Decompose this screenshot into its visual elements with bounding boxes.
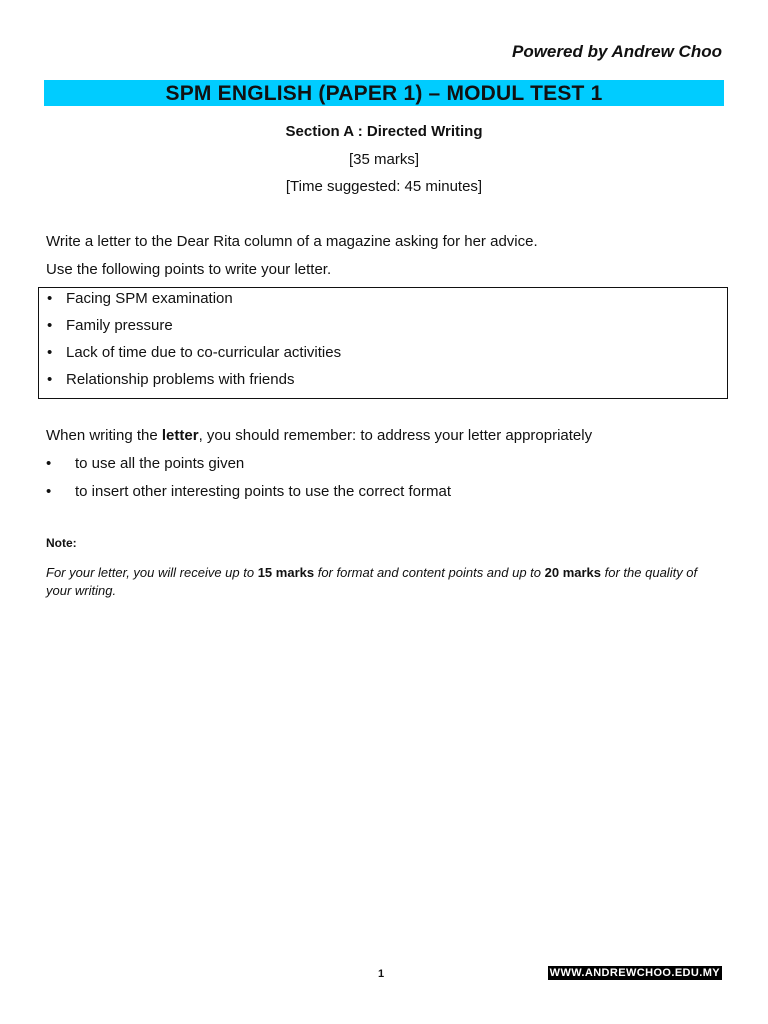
bullet-icon: • — [47, 317, 53, 334]
point-item — [47, 289, 233, 309]
bullet-icon: • — [46, 455, 52, 472]
point-text: Family pressure — [66, 317, 173, 334]
task-instruction: Write a letter to the Dear Rita column of a magazine asking for her advice. — [46, 233, 538, 250]
point-item — [47, 316, 173, 336]
page-number: 1 — [378, 968, 385, 980]
title-banner — [44, 80, 724, 106]
website-link[interactable]: WWW.ANDREWCHOO.EDU.MY — [549, 967, 720, 979]
bullet-icon: • — [47, 371, 53, 388]
bullet-icon: • — [46, 483, 52, 500]
remember-prefix: When writing the — [46, 427, 162, 444]
note-marks-1: 15 marks — [257, 565, 315, 580]
note-part-3: for the quality of your writing. — [46, 565, 698, 598]
reminder-item — [46, 482, 451, 502]
note-text — [46, 564, 716, 600]
point-item — [47, 343, 341, 363]
reminder-text: to insert other interesting points to use the correct format — [75, 483, 452, 500]
use-points-instruction: Use the following points to write your letter. — [46, 261, 332, 278]
point-text: Lack of time due to co-curricular activities — [66, 344, 342, 361]
note-part-1: For your letter, you will receive up to — [46, 565, 258, 580]
note-part-2: for format and content points and up to — [314, 565, 545, 580]
remember-instruction — [46, 426, 592, 446]
bullet-icon: • — [47, 290, 53, 307]
points-box — [38, 287, 728, 399]
remember-suffix: , you should remember: to address your letter appropriately — [198, 427, 593, 444]
note-label: Note: — [46, 536, 77, 550]
page-title: SPM ENGLISH (PAPER 1) – MODUL TEST 1 — [165, 82, 603, 105]
powered-by-credit: Powered by Andrew Choo — [511, 42, 722, 61]
bullet-icon: • — [47, 344, 53, 361]
time-suggested: [Time suggested: 45 minutes] — [285, 178, 483, 195]
section-title: Section A : Directed Writing — [285, 123, 483, 140]
reminder-item — [46, 454, 244, 474]
reminder-text: to use all the points given — [75, 455, 245, 472]
point-text: Relationship problems with friends — [66, 371, 295, 388]
remember-keyword: letter — [161, 427, 199, 444]
note-marks-2: 20 marks — [544, 565, 602, 580]
point-text: Facing SPM examination — [66, 290, 233, 307]
section-marks: [35 marks] — [348, 151, 420, 168]
point-item — [47, 370, 294, 390]
